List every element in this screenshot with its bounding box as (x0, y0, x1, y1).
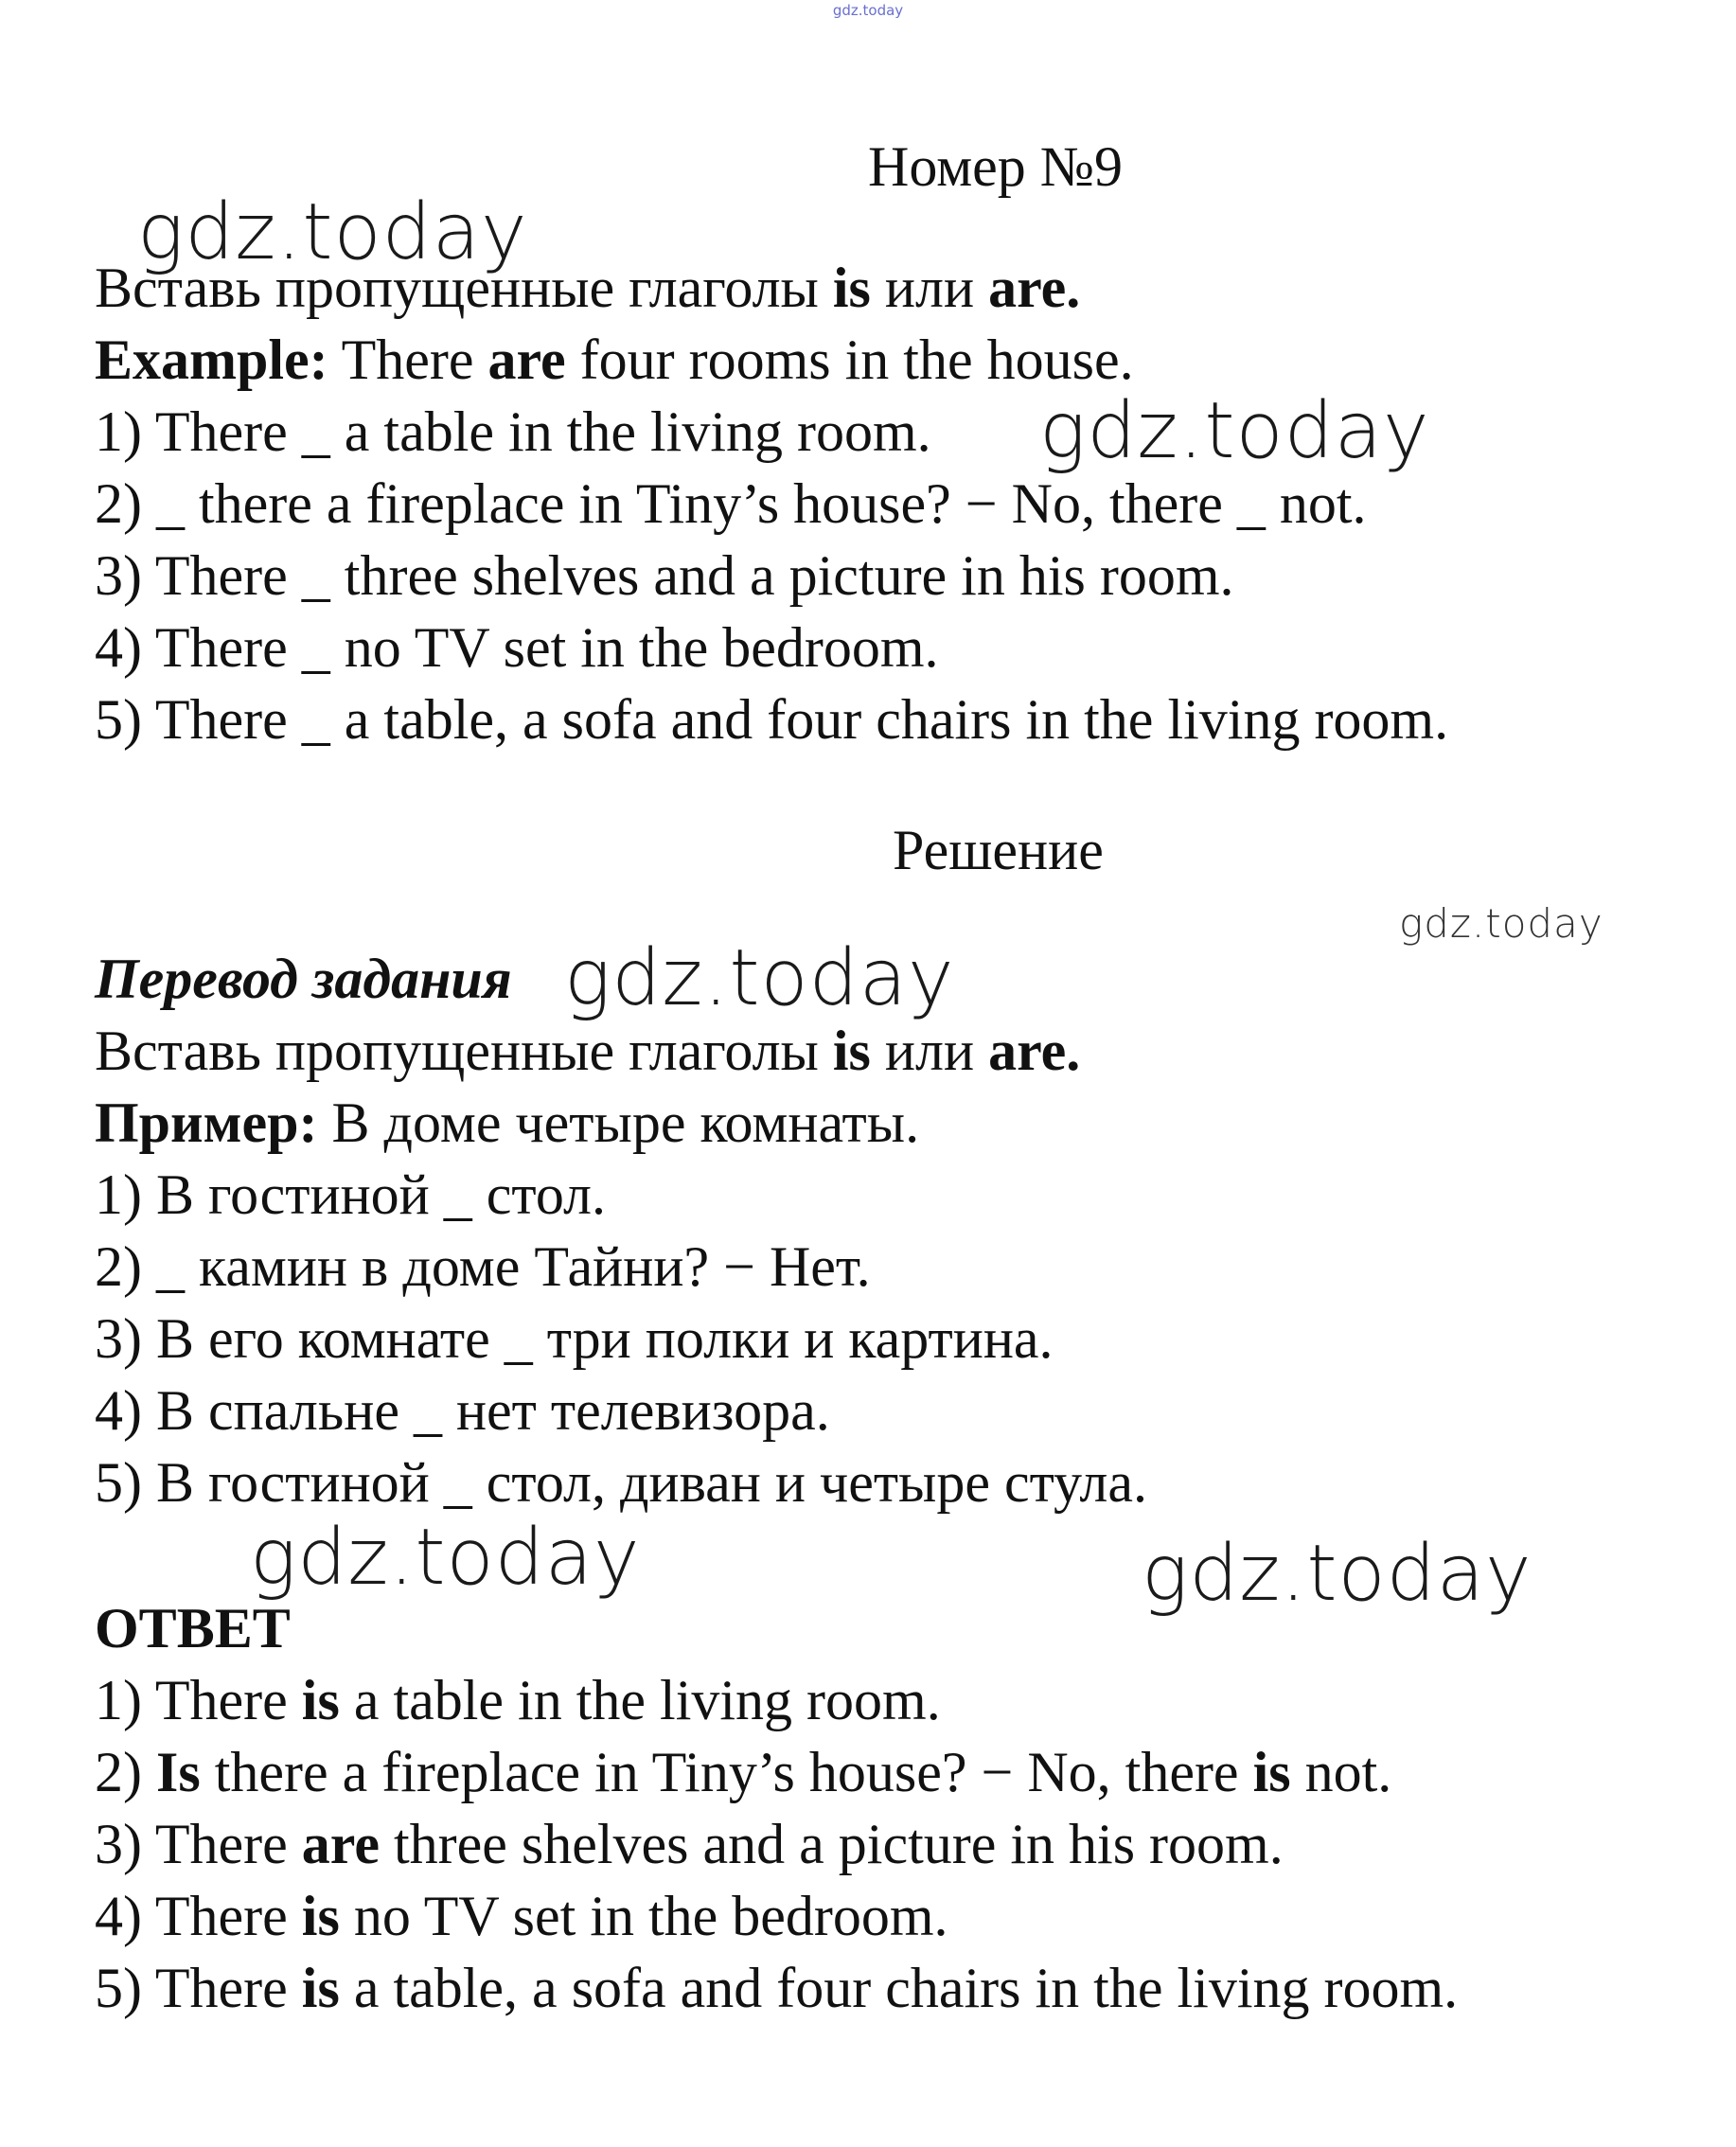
watermark: gdz.today (1039, 386, 1430, 476)
instruction-text: или (870, 1020, 989, 1082)
answer-text: 4) There (95, 1885, 302, 1947)
answer-text: 1) There (95, 1669, 302, 1731)
page-title: Номер №9 (868, 135, 1124, 198)
instruction-text: Вставь пропущенные глаголы (95, 257, 833, 319)
answer-item (95, 1957, 1459, 2019)
translation-item: 1) В гостиной _ стол. (95, 1163, 606, 1226)
watermark: gdz.today (137, 187, 528, 277)
answer-text: 2) (95, 1741, 156, 1803)
translation-heading-text: Перевод задания (95, 948, 512, 1010)
answer-heading (95, 1597, 291, 1659)
answer-item (95, 1669, 941, 1731)
example-text: В доме четыре комнаты. (317, 1091, 920, 1154)
answer-text: a table, a sofa and four chairs in the living room. (339, 1957, 1459, 2019)
translation-example (95, 1091, 920, 1154)
translation-heading (95, 948, 512, 1010)
answer-heading-text: ОТВЕТ (95, 1597, 291, 1659)
task-item: 1) There _ a table in the living room. (95, 400, 931, 463)
example-label: Пример: (95, 1091, 318, 1154)
answer-text: 5) There (95, 1957, 302, 2019)
answer-text: there a fireplace in Tiny’s house? − No, there (200, 1741, 1253, 1803)
watermark: gdz.today (250, 1513, 641, 1603)
task-example (95, 328, 1134, 391)
answer-text: no TV set in the bedroom. (339, 1885, 948, 1947)
answer-verb: are (301, 1813, 380, 1875)
task-instruction (95, 257, 1081, 319)
verb-is: is (832, 257, 871, 319)
verb-are: are. (988, 257, 1081, 319)
watermark: gdz.today (1142, 1529, 1532, 1619)
answer-verb: is (301, 1885, 340, 1947)
top-watermark: gdz.today (832, 2, 904, 19)
answer-verb: Is (155, 1741, 201, 1803)
task-item: 3) There _ three shelves and a picture in his room. (95, 544, 1234, 607)
task-item: 5) There _ a table, a sofa and four chairs in the living room. (95, 688, 1449, 751)
task-item: 2) _ there a fireplace in Tiny’s house? − No, there _ not. (95, 472, 1367, 535)
example-text: four rooms in the house. (565, 328, 1134, 391)
answer-verb: is (1252, 1741, 1291, 1803)
translation-item: 2) _ камин в доме Тайни? − Нет. (95, 1235, 871, 1298)
instruction-text: Вставь пропущенные глаголы (95, 1020, 833, 1082)
answer-verb: is (301, 1957, 340, 2019)
solution-heading: Решение (893, 819, 1104, 881)
answer-verb: is (301, 1669, 340, 1731)
answer-text: not. (1290, 1741, 1392, 1803)
task-item: 4) There _ no TV set in the bedroom. (95, 616, 939, 679)
translation-item: 4) В спальне _ нет телевизора. (95, 1379, 830, 1442)
example-label: Example: (95, 328, 328, 391)
answer-text: a table in the living room. (339, 1669, 941, 1731)
translation-item: 5) В гостиной _ стол, диван и четыре стула. (95, 1451, 1147, 1514)
verb-is: is (832, 1020, 871, 1082)
watermark: gdz.today (1399, 900, 1603, 947)
example-verb: are (487, 328, 566, 391)
instruction-text: или (870, 257, 989, 319)
answer-item (95, 1741, 1392, 1803)
verb-are: are. (988, 1020, 1081, 1082)
answer-text: 3) There (95, 1813, 302, 1875)
watermark: gdz.today (564, 933, 955, 1023)
answer-item (95, 1885, 948, 1947)
example-text: There (328, 328, 488, 391)
translation-item: 3) В его комнате _ три полки и картина. (95, 1307, 1054, 1370)
answer-item (95, 1813, 1284, 1875)
answer-text: three shelves and a picture in his room. (379, 1813, 1284, 1875)
translation-instruction (95, 1020, 1081, 1082)
